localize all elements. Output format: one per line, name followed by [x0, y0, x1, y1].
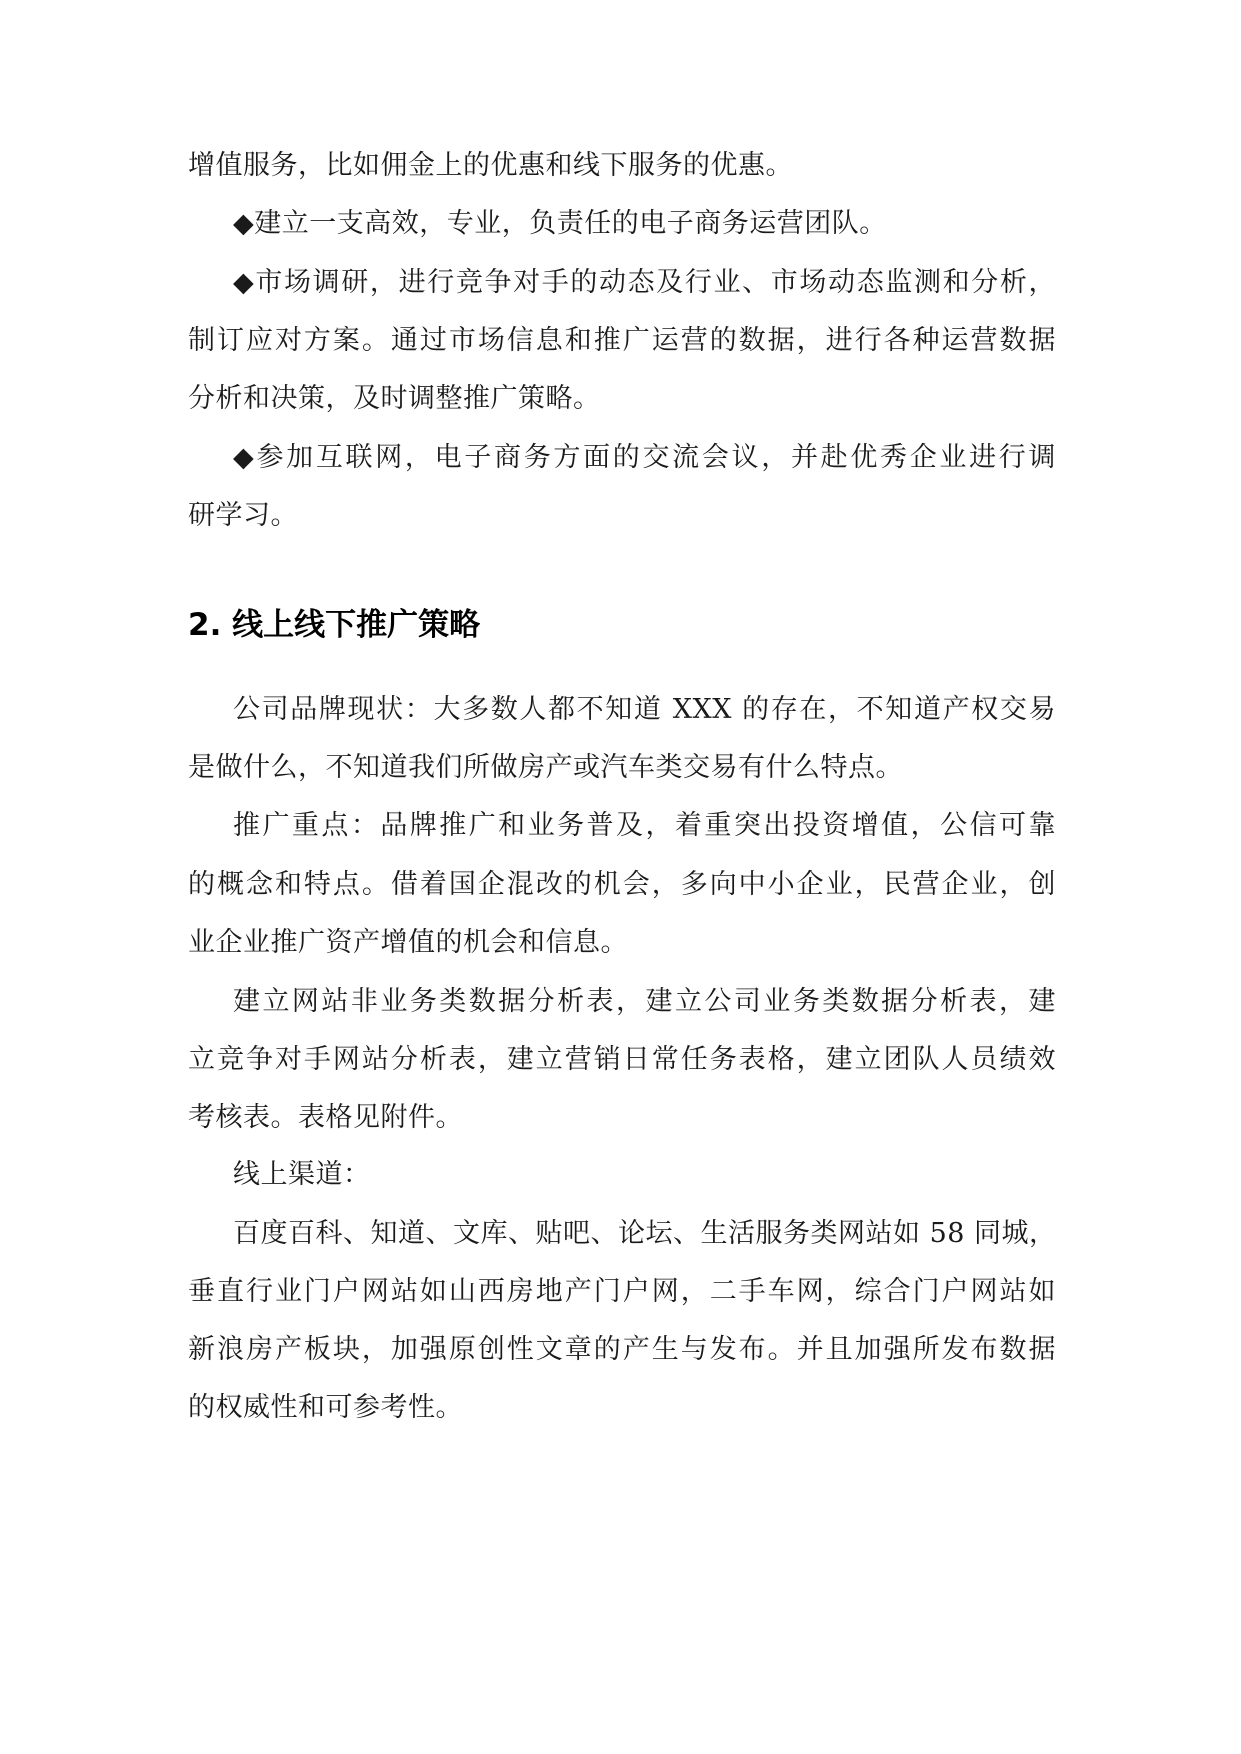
paragraph-line: 的概念和特点。借着国企混改的机会，多向中小企业，民营企业，创	[188, 869, 1056, 900]
paragraph-line: 立竞争对手网站分析表，建立营销日常任务表格，建立团队人员绩效	[188, 1044, 1056, 1075]
paragraph-line: 制订应对方案。通过市场信息和推广运营的数据，进行各种运营数据	[188, 325, 1056, 356]
paragraph-line: 的权威性和可参考性。	[188, 1392, 463, 1423]
bullet-item: ◆参加互联网，电子商务方面的交流会议，并赴优秀企业进行调	[233, 442, 1056, 473]
paragraph-line: 增值服务，比如佣金上的优惠和线下服务的优惠。	[188, 150, 793, 181]
paragraph-line: 研学习。	[188, 500, 298, 531]
bullet-item: ◆建立一支高效，专业，负责任的电子商务运营团队。	[233, 208, 887, 239]
paragraph-line: 公司品牌现状：大多数人都不知道 XXX 的存在，不知道产权交易	[233, 694, 1056, 725]
paragraph-line: 百度百科、知道、文库、贴吧、论坛、生活服务类网站如 58 同城，	[233, 1218, 1057, 1249]
paragraph-line: 考核表。表格见附件。	[188, 1102, 463, 1133]
paragraph-line: 推广重点：品牌推广和业务普及，着重突出投资增值，公信可靠	[233, 810, 1056, 841]
paragraph-line: 业企业推广资产增值的机会和信息。	[188, 927, 628, 958]
paragraph-line: 分析和决策，及时调整推广策略。	[188, 383, 601, 414]
paragraph-line: 建立网站非业务类数据分析表，建立公司业务类数据分析表，建	[233, 986, 1056, 1017]
paragraph-line: 新浪房产板块，加强原创性文章的产生与发布。并且加强所发布数据	[188, 1334, 1056, 1365]
paragraph-line: 垂直行业门户网站如山西房地产门户网，二手车网，综合门户网站如	[188, 1276, 1056, 1307]
section-heading: 2. 线上线下推广策略	[188, 607, 481, 643]
bullet-item: ◆市场调研，进行竞争对手的动态及行业、市场动态监测和分析，	[233, 267, 1056, 298]
paragraph-line: 是做什么，不知道我们所做房产或汽车类交易有什么特点。	[188, 752, 903, 783]
paragraph-line: 线上渠道：	[233, 1159, 371, 1190]
